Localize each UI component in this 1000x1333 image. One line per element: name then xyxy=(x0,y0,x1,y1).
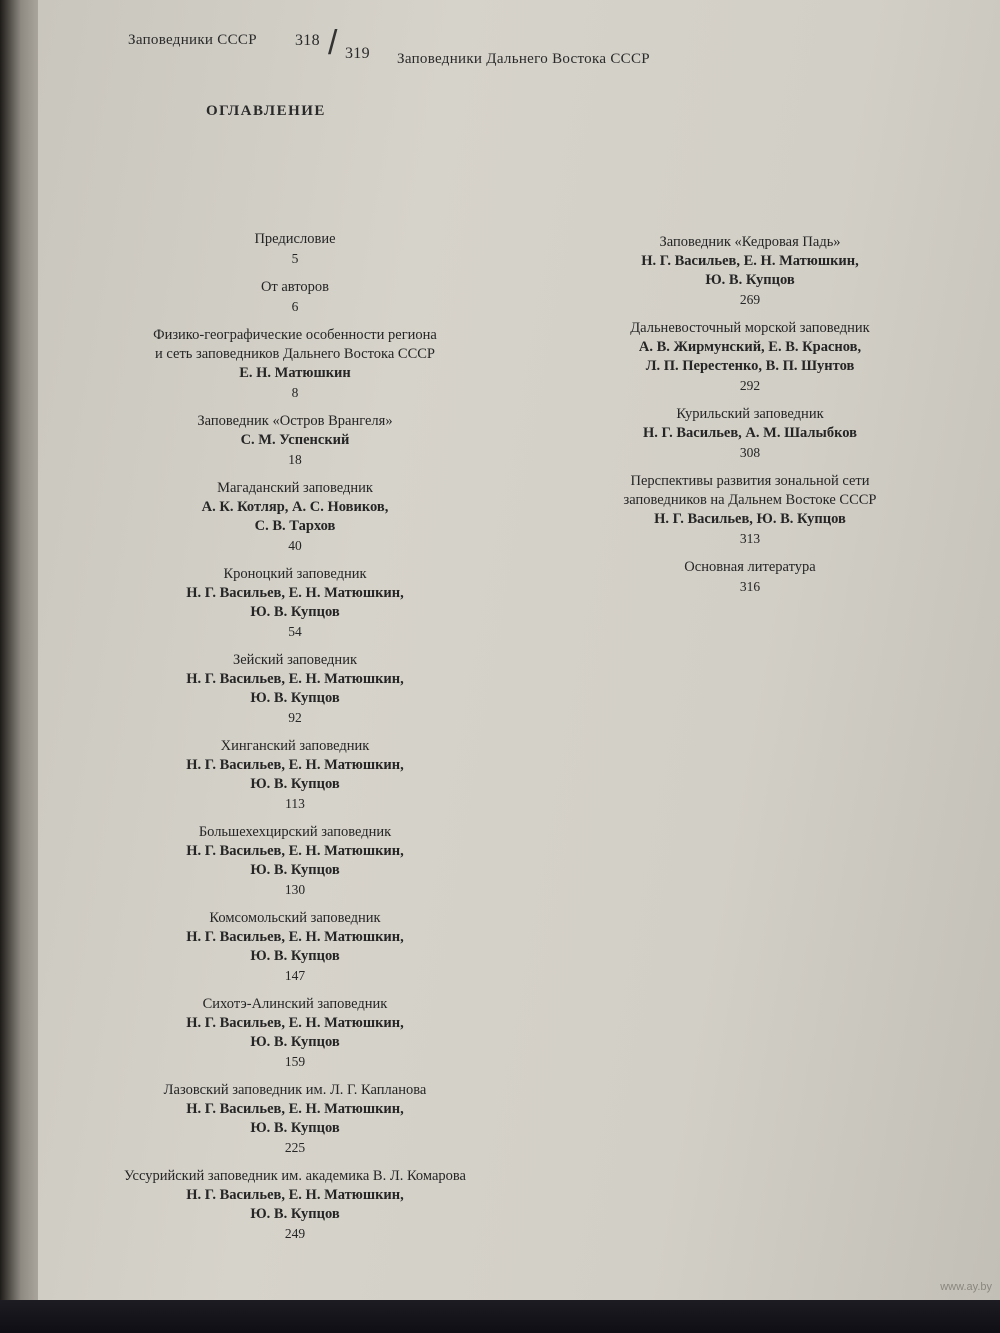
entry-title: Заповедник «Кедровая Падь» xyxy=(659,234,841,250)
entry-authors: Н. Г. Васильев, Е. Н. Матюшкин, Ю. В. Купцов xyxy=(186,1015,404,1050)
entry-title: Зейский заповедник xyxy=(232,652,357,668)
entry-page-number: 130 xyxy=(284,882,306,897)
page-number-left: 318 xyxy=(295,32,320,49)
toc-entry xyxy=(60,412,530,469)
watermark: www.ay.by xyxy=(940,1281,992,1293)
entry-title: Физико-географические особенности региона и сеть заповедников Дальнего Востока СССР xyxy=(153,327,437,362)
toc-entry xyxy=(510,558,990,596)
entry-page-number: 308 xyxy=(739,445,761,460)
entry-authors: Н. Г. Васильев, Е. Н. Матюшкин, Ю. В. Купцов xyxy=(186,1101,404,1136)
toc-entry xyxy=(60,1167,530,1243)
entry-page-number: 313 xyxy=(739,531,761,546)
entry-title: Большехехцирский заповедник xyxy=(198,824,392,840)
running-head-right: Заповедники Дальнего Востока СССР xyxy=(397,51,650,67)
entry-authors: Н. Г. Васильев, Ю. В. Купцов xyxy=(654,511,846,527)
entry-authors: Н. Г. Васильев, Е. Н. Матюшкин, Ю. В. Купцов xyxy=(641,253,859,288)
toc-heading: ОГЛАВЛЕНИЕ xyxy=(206,103,326,119)
entry-title: Перспективы развития зональной сети заповедников на Дальнем Востоке СССР xyxy=(623,473,877,508)
entry-title: Лазовский заповедник им. Л. Г. Капланова xyxy=(163,1082,427,1098)
entry-page-number: 316 xyxy=(739,579,761,594)
toc-entry xyxy=(60,326,530,402)
toc-entry xyxy=(510,405,990,462)
entry-page-number: 147 xyxy=(284,968,306,983)
entry-page-number: 113 xyxy=(285,796,305,811)
entry-title: Основная литература xyxy=(684,559,816,575)
entry-authors: Н. Г. Васильев, А. М. Шалыбков xyxy=(643,425,857,441)
toc-entry xyxy=(60,479,530,555)
entry-authors: Н. Г. Васильев, Е. Н. Матюшкин, Ю. В. Купцов xyxy=(186,843,404,878)
entry-title: Дальневосточный морской заповедник xyxy=(630,320,870,336)
entry-authors: С. М. Успенский xyxy=(240,432,350,448)
entry-page-number: 292 xyxy=(739,378,761,393)
entry-page-number: 269 xyxy=(739,292,761,307)
slash-separator: / xyxy=(328,24,338,62)
toc-entry xyxy=(60,651,530,727)
toc-entry xyxy=(60,278,530,316)
toc-left-column xyxy=(60,230,530,1253)
entry-page-number: 6 xyxy=(291,299,299,314)
toc-entry xyxy=(60,909,530,985)
entry-title: Кроноцкий заповедник xyxy=(223,566,367,582)
toc-entry xyxy=(60,1081,530,1157)
entry-authors: Е. Н. Матюшкин xyxy=(239,365,351,381)
entry-page-number: 40 xyxy=(288,538,302,553)
entry-page-number: 18 xyxy=(288,452,302,467)
book-cover-edge xyxy=(0,1300,1000,1333)
running-head-left: Заповедники СССР xyxy=(128,32,257,48)
entry-page-number: 54 xyxy=(288,624,302,639)
toc-entry xyxy=(60,995,530,1071)
toc-entry xyxy=(60,737,530,813)
entry-title: Уссурийский заповедник им. академика В. Л. Комарова xyxy=(124,1168,466,1184)
toc-entry xyxy=(510,319,990,395)
page-number-right: 319 xyxy=(345,45,370,62)
entry-title: Магаданский заповедник xyxy=(217,480,373,496)
entry-title: Хинганский заповедник xyxy=(220,738,370,754)
entry-title: Комсомольский заповедник xyxy=(209,910,381,926)
entry-authors: А. К. Котляр, А. С. Новиков, С. В. Тархов xyxy=(201,499,389,534)
entry-page-number: 159 xyxy=(284,1054,306,1069)
facing-page-edge xyxy=(0,0,38,1333)
toc-entry xyxy=(510,472,990,548)
entry-authors: Н. Г. Васильев, Е. Н. Матюшкин, Ю. В. Купцов xyxy=(186,757,404,792)
entry-page-number: 8 xyxy=(291,385,299,400)
entry-title: Заповедник «Остров Врангеля» xyxy=(197,413,393,429)
entry-authors: Н. Г. Васильев, Е. Н. Матюшкин, Ю. В. Купцов xyxy=(186,671,404,706)
entry-authors: Н. Г. Васильев, Е. Н. Матюшкин, Ю. В. Купцов xyxy=(186,1187,404,1222)
entry-title: Сихотэ-Алинский заповедник xyxy=(202,996,388,1012)
toc-entry xyxy=(60,823,530,899)
entry-page-number: 249 xyxy=(284,1226,306,1241)
toc-right-column xyxy=(510,233,990,606)
entry-title: От авторов xyxy=(260,279,330,295)
entry-page-number: 92 xyxy=(288,710,302,725)
entry-page-number: 225 xyxy=(284,1140,306,1155)
entry-page-number: 5 xyxy=(291,251,299,266)
entry-authors: Н. Г. Васильев, Е. Н. Матюшкин, Ю. В. Купцов xyxy=(186,585,404,620)
entry-title: Курильский заповедник xyxy=(676,406,824,422)
entry-authors: А. В. Жирмунский, Е. В. Краснов, Л. П. Перестенко, В. П. Шунтов xyxy=(638,339,862,374)
toc-entry xyxy=(60,230,530,268)
toc-entry xyxy=(60,565,530,641)
toc-entry xyxy=(510,233,990,309)
entry-authors: Н. Г. Васильев, Е. Н. Матюшкин, Ю. В. Купцов xyxy=(186,929,404,964)
entry-title: Предисловие xyxy=(254,231,336,247)
